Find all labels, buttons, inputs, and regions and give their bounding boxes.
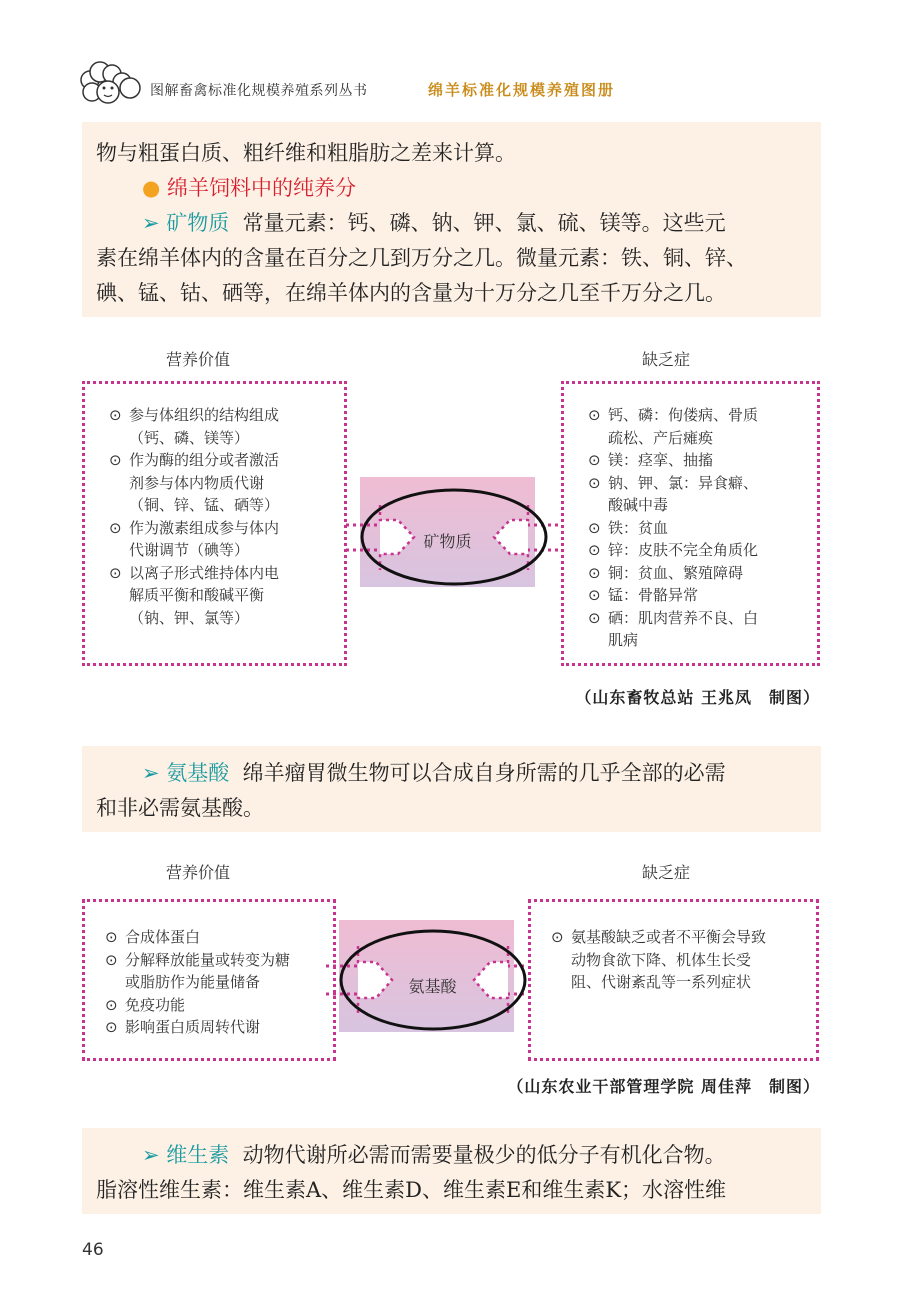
circled-dot-icon: ⊙	[588, 586, 601, 604]
sheep-icon	[72, 58, 144, 108]
list-item	[588, 607, 803, 652]
circled-dot-icon: ⊙	[105, 1018, 118, 1036]
text-panel-minerals	[82, 122, 821, 317]
diagram-label-nutrition-value: 营养价值	[166, 863, 231, 882]
circled-dot-icon: ⊙	[588, 563, 601, 582]
list-item-text: 以离子形式维持体内电 解质平衡和酸碱平衡 （钠、钾、氯等）	[129, 563, 280, 627]
series-title: 图解畜禽标准化规模养殖系列丛书	[150, 83, 368, 99]
term-vitamins: 维生素	[166, 1143, 230, 1167]
text-panel-amino-acids	[82, 746, 821, 832]
list-item	[588, 584, 803, 607]
list-item	[588, 562, 803, 585]
center-label-amino-acids: 氨基酸	[408, 977, 457, 996]
diagram-label-deficiency: 缺乏症	[642, 350, 691, 369]
list-item-text: 作为酶的组分或者激活 剂参与体内物质代谢 （铜、锌、锰、硒等）	[129, 451, 280, 514]
circled-dot-icon: ⊙	[109, 563, 122, 582]
paragraph-line: 碘、锰、钴、硒等，在绵羊体内的含量为十万分之几至千万分之几。	[96, 281, 726, 305]
circled-dot-icon: ⊙	[588, 541, 601, 559]
list-item	[588, 517, 803, 540]
circled-dot-icon: ⊙	[109, 406, 122, 424]
list-item	[105, 994, 323, 1017]
list-item-text: 参与体组织的结构组成 （钙、磷、镁等）	[129, 406, 280, 447]
nutrition-value-list	[109, 404, 330, 629]
deficiency-list	[588, 404, 803, 652]
nutrition-value-box	[82, 381, 347, 666]
paragraph-line: 和非必需氨基酸。	[96, 796, 264, 820]
list-item	[109, 404, 330, 449]
list-item	[588, 472, 803, 517]
circled-dot-icon: ⊙	[109, 518, 122, 537]
arrow-right-icon: ➢	[142, 1143, 160, 1167]
circled-dot-icon: ⊙	[109, 451, 122, 469]
list-item-text: 合成体蛋白	[125, 928, 201, 946]
list-item-text: 铁：贫血	[608, 518, 669, 537]
nutrition-value-list	[105, 926, 323, 1039]
circled-dot-icon: ⊙	[588, 406, 601, 424]
paragraph-text: 常量元素：钙、磷、钠、钾、氯、硫、镁等。这些元	[242, 211, 726, 235]
circled-dot-icon: ⊙	[105, 995, 118, 1014]
list-item-text: 锌：皮肤不完全角质化	[608, 541, 759, 559]
paragraph-line: 物与粗蛋白质、粗纤维和粗脂肪之差来计算。	[96, 141, 516, 165]
list-item-text: 硒：肌肉营养不良、白 肌病	[608, 608, 759, 649]
diagram-label-deficiency: 缺乏症	[642, 863, 691, 882]
list-item	[551, 926, 808, 994]
paragraph-line: 素在绵羊体内的含量在百分之几到万分之几。微量元素：铁、铜、锌、	[96, 246, 747, 270]
deficiency-box	[561, 381, 820, 666]
deficiency-list	[551, 926, 808, 994]
nutrition-value-box	[82, 899, 336, 1061]
heading-text: 绵羊饲料中的纯养分	[167, 176, 357, 200]
page-number: 46	[82, 1240, 104, 1260]
term-amino-acids: 氨基酸	[166, 761, 230, 785]
list-item	[105, 949, 323, 994]
circled-dot-icon: ⊙	[588, 608, 601, 627]
list-item-text: 影响蛋白质周转代谢	[125, 1018, 261, 1036]
paragraph-text: 绵羊瘤胃微生物可以合成自身所需的几乎全部的必需	[242, 761, 726, 785]
term-minerals: 矿物质	[166, 211, 230, 235]
list-item	[109, 517, 330, 562]
arrow-right-icon: ➢	[142, 761, 160, 785]
bullet-dot-icon: ●	[142, 176, 161, 200]
circled-dot-icon: ⊙	[588, 518, 601, 537]
figure-credit: （山东农业干部管理学院 周佳萍 制图）	[507, 1077, 820, 1096]
figure-credit: （山东畜牧总站 王兆凤 制图）	[575, 688, 820, 707]
list-item-text: 铜：贫血、繁殖障碍	[608, 563, 744, 582]
circled-dot-icon: ⊙	[105, 950, 118, 969]
list-item	[588, 539, 803, 562]
list-item	[105, 1016, 323, 1039]
list-item-text: 锰：骨骼异常	[608, 586, 699, 604]
center-label-minerals: 矿物质	[423, 532, 472, 551]
list-item-text: 镁：痉挛、抽搐	[608, 451, 714, 469]
list-item	[588, 404, 803, 449]
circled-dot-icon: ⊙	[105, 928, 118, 946]
list-item	[105, 926, 323, 949]
list-item-text: 免疫功能	[125, 995, 186, 1014]
amino-paragraph-line	[142, 756, 726, 791]
diagram-label-nutrition-value: 营养价值	[166, 350, 231, 369]
list-item-text: 分解释放能量或转变为糖 或脂肪作为能量储备	[125, 950, 291, 991]
list-item	[588, 449, 803, 472]
list-item-text: 氨基酸缺乏或者不平衡会导致 动物食欲下降、机体生长受 阻、代谢紊乱等一系列症状	[571, 928, 767, 991]
list-item	[109, 562, 330, 630]
section-heading	[142, 171, 356, 206]
text-panel-vitamins	[82, 1128, 821, 1214]
list-item-text: 钠、钾、氯：异食癖、 酸碱中毒	[608, 473, 759, 514]
mineral-paragraph-line	[142, 206, 726, 241]
arrow-right-icon: ➢	[142, 211, 160, 235]
paragraph-line: 脂溶性维生素：维生素A、维生素D、维生素E和维生素K；水溶性维	[96, 1178, 727, 1202]
book-title: 绵羊标准化规模养殖图册	[428, 81, 616, 99]
list-item-text: 钙、磷：佝偻病、骨质 疏松、产后瘫痪	[608, 406, 759, 447]
paragraph-text: 动物代谢所必需而需要量极少的低分子有机化合物。	[242, 1143, 726, 1167]
circled-dot-icon: ⊙	[588, 451, 601, 469]
vitamin-paragraph-line	[142, 1138, 726, 1173]
circled-dot-icon: ⊙	[588, 473, 601, 492]
list-item	[109, 449, 330, 517]
list-item-text: 作为激素组成参与体内 代谢调节（碘等）	[129, 518, 280, 559]
deficiency-box	[528, 899, 819, 1061]
circled-dot-icon: ⊙	[551, 928, 564, 946]
